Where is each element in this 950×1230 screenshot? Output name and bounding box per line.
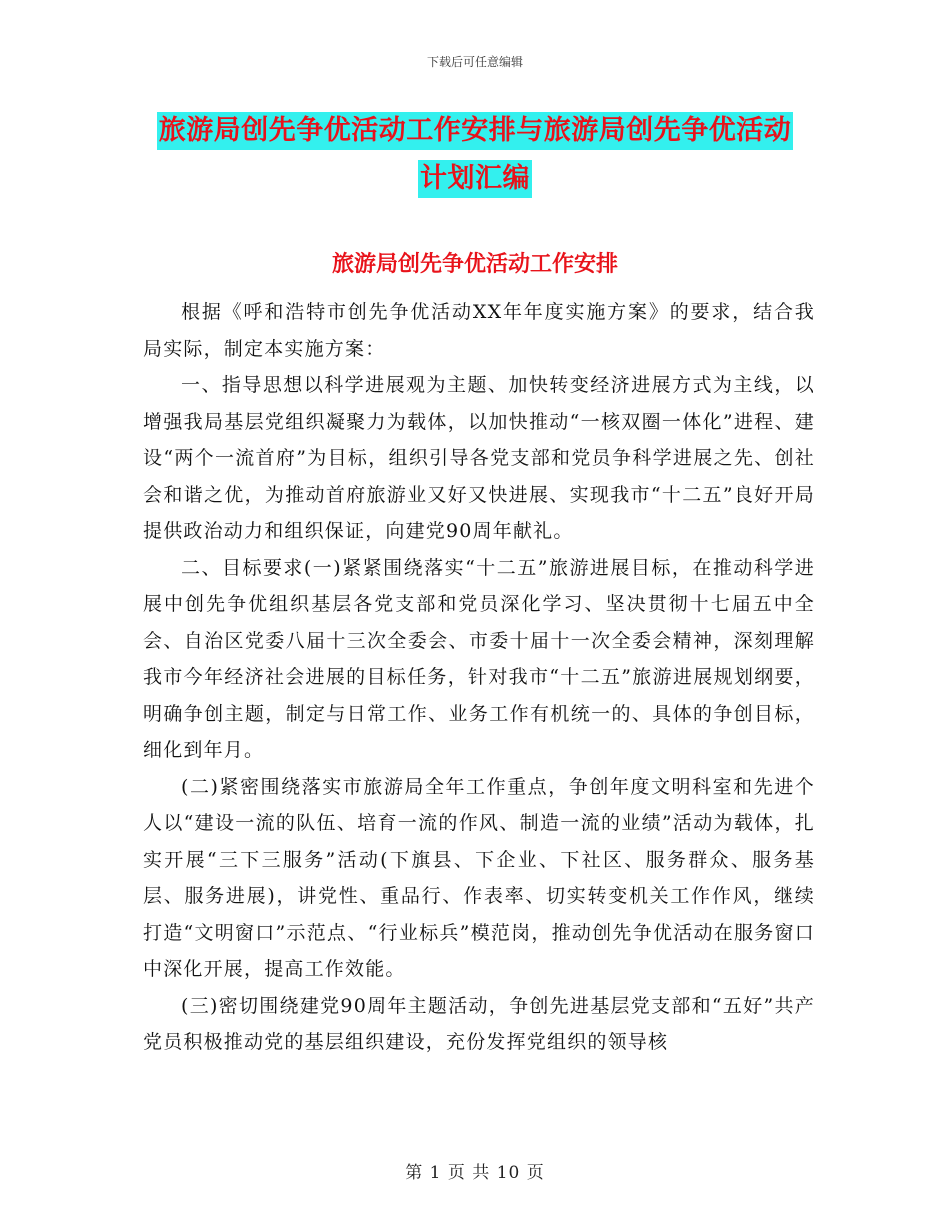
page-header-note: 下载后可任意编辑 (426, 55, 523, 69)
section-title: 旅游局创先争优活动工作安排 (331, 251, 618, 277)
page-number-footer: 第 1 页 共 10 页 (405, 1163, 545, 1183)
document-title-line-2: 计划汇编 (418, 160, 532, 198)
paragraph-intro: 根据《呼和浩特市创先争优活动XX年年度实施方案》的要求，结合我局实际，制定本实施方案： (143, 301, 815, 360)
paragraph-guiding-thought: 一、指导思想以科学进展观为主题、加快转变经济进展方式为主线，以增强我局基层党组织凝聚力为载体，以加快推动“一核双圈一体化”进程、建设“两个一流首府”为目标，组织引导各党支部和党员争科学进展之先、创社会和谐之优，为推动首府旅游业又好又快进展、实现我市“十二五”良好开局提供政治动力和组织保证，向建党90周年献礼。 (143, 374, 815, 542)
document-title-line-1: 旅游局创先争优活动工作安排与旅游局创先争优活动 (157, 112, 794, 150)
paragraph-goal-3: (三)密切围绕建党90周年主题活动，争创先进基层党支部和“五好”共产党员积极推动党的基层组织建设，充份发挥党组织的领导核 (143, 994, 815, 1053)
document-body (143, 294, 815, 1061)
paragraph-goal-2: (二)紧密围绕落实市旅游局全年工作重点，争创年度文明科室和先进个人以“建设一流的队伍、培育一流的作风、制造一流的业绩”活动为载体，扎实开展“三下三服务”活动(下旗县、下企业、下社区、服务群众、服务基层、服务进展)，讲党性、重品行、作表率、切实转变机关工作作风，继续打造“文明窗口”示范点、“行业标兵”模范岗，推动创先争优活动在服务窗口中深化开展，提高工作效能。 (143, 775, 815, 980)
paragraph-goal-1: 二、目标要求(一)紧紧围绕落实“十二五”旅游进展目标，在推动科学进展中创先争优组织基层各党支部和党员深化学习、坚决贯彻十七届五中全会、自治区党委八届十三次全委会、市委十届十一次全委会精神，深刻理解我市今年经济社会进展的目标任务，针对我市“十二五”旅游进展规划纲要，明确争创主题，制定与日常工作、业务工作有机统一的、具体的争创目标，细化到年月。 (143, 556, 815, 761)
document-title (0, 112, 950, 198)
